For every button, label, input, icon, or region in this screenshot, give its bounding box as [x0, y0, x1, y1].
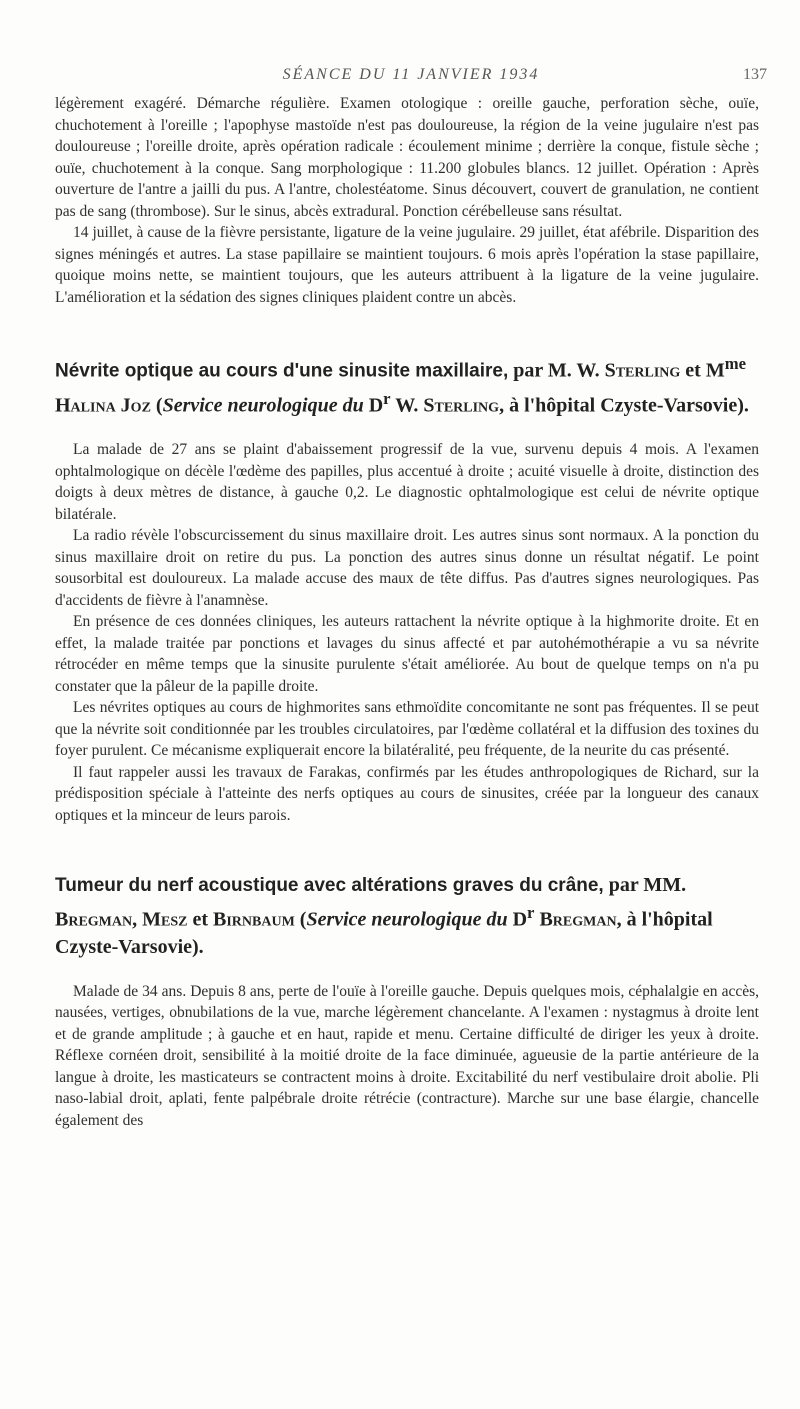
author-name: Birnbaum [213, 908, 295, 931]
author-name: Halina Joz [55, 394, 151, 417]
article-paragraph: En présence de ces données cliniques, les auteurs rattachent la névrite optique à la highmorite droite. Et en effet, la malade traitée par ponctions et lavages du sinus affecté et par autohémothérapie a vu sa névrite rétrocéder en même temps que la sinusite purulente s'était améliorée. Au bout de quelque temps on n'a pu constater que la pâleur de la papille droite. [55, 613, 759, 695]
author-names: Bregman, Mesz [55, 908, 188, 931]
title-and: et M [680, 359, 725, 382]
article-heading [55, 350, 759, 419]
intro-paragraph: 14 juillet, à cause de la fièvre persistante, ligature de la veine jugulaire. 29 juillet, état afébrile. Disparition des signes méningés et autres. La stase papillaire se maintient toujours. 6 mois après l'opération la stase papillaire, quoique moins nette, se maintient toujours, que les auteurs attribuent à la ligature de la veine jugulaire. L'amélioration et la sédation des signes cliniques plaident contre un abcès. [55, 224, 759, 306]
service-head: Bregman [534, 908, 617, 931]
open-paren: ( [150, 394, 163, 417]
article-paragraph: Les névrites optiques au cours de highmorites sans ethmoïdite concomitante ne sont pas fréquentes. Il se peut que la névrite soit conditionnée par les troubles circulatoires, par l'œdème collatéral et la diffusion des toxines du foyer purulent. Ce mécanisme expliquerait encore la bilatéralité, peu fréquente, de la neurite du cas présenté. [55, 699, 759, 760]
running-head-title: SÉANCE DU 11 JANVIER 1934 [282, 66, 540, 83]
page-number: 137 [743, 66, 767, 83]
page-body [55, 93, 759, 1131]
author-name: Sterling [604, 359, 681, 382]
service-head: W. Sterling [390, 394, 500, 417]
article-paragraph: La malade de 27 ans se plaint d'abaissement progressif de la vue, survenu depuis 4 mois. A l'examen ophtalmologique on décèle l'œdème des papilles, plus accentué à droite ; acuité visuelle à droite, distinction des doigts à deux mètres de distance, à gauche 0,2. Le diagnostic ophtalmologique est celui de névrite optique bilatérale. [55, 441, 759, 523]
intro-paragraph: légèrement exagéré. Démarche régulière. Examen otologique : oreille gauche, perforation sèche, ouïe, chuchotement à l'oreille ; l'apophyse mastoïde n'est pas douloureuse, la région de la veine jugulaire n'est pas douloureuse ; l'oreille droite, après opération radicale : écoulement minime ; derrière la conque, fistule sèche ; ouïe, chuchotement à la conque. Sang morphologique : 11.200 globules blancs. 12 juillet. Opération : Après ouverture de l'antre a jailli du pus. A l'antre, cholestéatome. Sinus découvert, couvert de granulation, ne contient pas de sang (thrombose). Sur le sinus, abcès extradural. Ponction cérébelleuse sans résultat. [55, 95, 759, 220]
title-mme-sup: me [724, 354, 746, 373]
hospital: , à l'hôpital Czyste-Varsovie). [55, 908, 713, 958]
title-dr-sup: r [527, 903, 535, 923]
hospital: , à l'hôpital Czyste-Varsovie). [499, 394, 749, 417]
service-name: Service neurologique du [306, 908, 508, 931]
article-acoustic-tumor [55, 872, 759, 1131]
running-head [55, 66, 767, 90]
title-dr: D [507, 908, 528, 931]
title-dr: D [363, 394, 384, 417]
title-par: par MM. [603, 874, 687, 897]
article-heading [55, 872, 759, 961]
article-paragraph: Il faut rappeler aussi les travaux de Farakas, confirmés par les études anthropologiques de Richard, sur la prédisposition spéciale à l'atteinte des nerfs optiques au cours de sinusites, créée par la longueur des canaux optiques et la minceur de leurs parois. [55, 763, 759, 824]
article-optic-neuritis [55, 350, 759, 826]
article-paragraph: Malade de 34 ans. Depuis 8 ans, perte de l'ouïe à l'oreille gauche. Depuis quelques mois, céphalalgie en accès, nausées, vertiges, obnubilations de la vue, marche légèrement chancelante. A l'examen : nystagmus à droite lent et de grande amplitude ; à gauche et en haut, rapide et menu. Certaine difficulté de diriger les yeux à droite. Réflexe cornéen droit, sensibilité à la moitié droite de la face diminuée, agueusie de la partie antérieure de la langue à droite, les masticateurs se contractent moins à droite. Excitabilité du nerf vestibulaire droit abolie. Pli naso-labial droit, aplati, fente palpébrale droite rétrécie (contracture). Marche sur une base élargie, chancelle également des [55, 982, 759, 1129]
title-par: par M. W. [513, 359, 605, 382]
article-title: Tumeur du nerf acoustique avec altérations graves du crâne, [55, 875, 604, 897]
title-dr-sup: r [383, 388, 391, 408]
previous-case-continuation [55, 93, 759, 308]
service-name: Service neurologique du [162, 394, 364, 417]
title-and: et [187, 908, 213, 931]
open-paren: ( [294, 908, 307, 931]
article-title: Névrite optique au cours d'une sinusite maxillaire, [55, 360, 509, 382]
article-paragraph: La radio révèle l'obscurcissement du sinus maxillaire droit. Les autres sinus sont normaux. A la ponction du sinus maxillaire droit on retire du pus. La ponction des autres sinus donne un résultat négatif. Le point sousorbital est douloureux. La malade accuse des maux de tête diffus. Pas d'autres signes neurologiques. Pas d'accidents de fièvre à l'anamnèse. [55, 527, 759, 609]
